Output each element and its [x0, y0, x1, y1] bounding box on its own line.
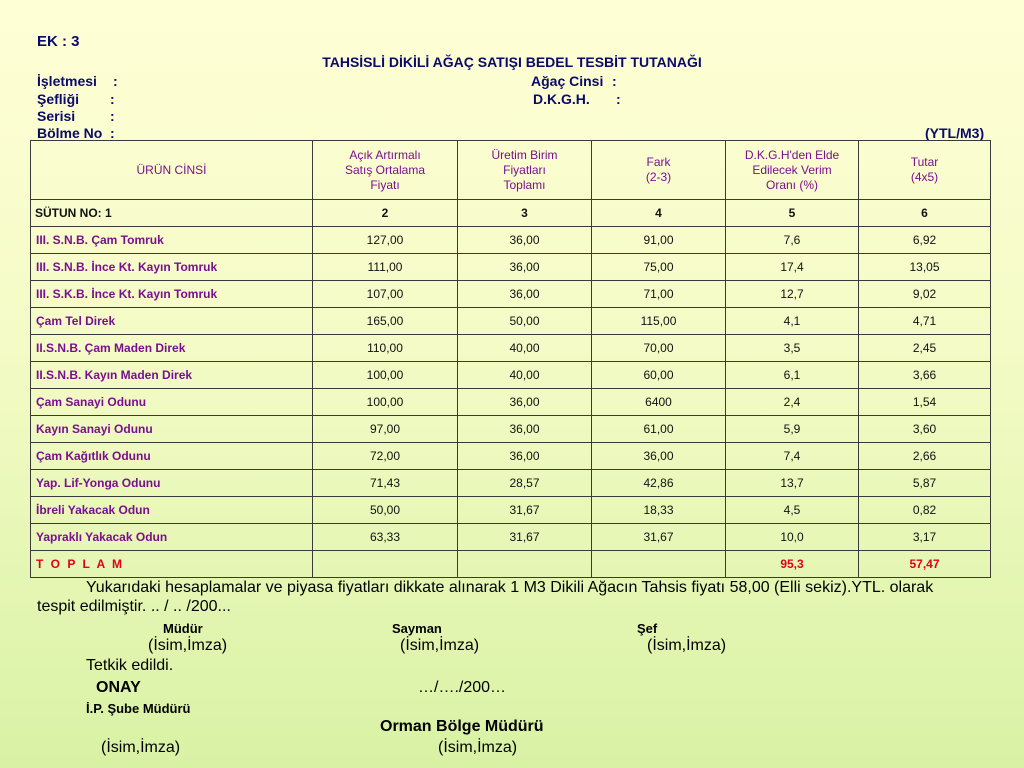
table-cell: 50,00 [458, 308, 592, 335]
conclusion-paragraph-line1: Yukarıdaki hesaplamalar ve piyasa fiyatları dikkate alınarak 1 M3 Dikili Ağacın Tahsis fiyatı 58,00 (Elli sekiz).YTL. olarak [86, 579, 934, 596]
signature-placeholder: (İsim,İmza) [647, 637, 727, 654]
label-isletmesi: İşletmesi [37, 73, 97, 89]
table-cell: 17,4 [726, 254, 859, 281]
table-cell: 4,71 [859, 308, 991, 335]
table-row [31, 308, 991, 335]
table-cell: 71,43 [313, 470, 458, 497]
column-header [313, 141, 458, 200]
colon: : [113, 73, 118, 89]
colon: : [110, 125, 115, 141]
regional-director-label: Orman Bölge Müdürü [380, 718, 544, 735]
table-cell: 12,7 [726, 281, 859, 308]
table-cell: SÜTUN NO: 1 [31, 200, 313, 227]
table-cell: 3 [458, 200, 592, 227]
column-header-line: Fiyatları [503, 162, 546, 177]
table-cell: Yap. Lif-Yonga Odunu [31, 470, 313, 497]
signatory-mudur: Müdür [163, 621, 203, 636]
table-cell: 63,33 [313, 524, 458, 551]
table-cell: 2,4 [726, 389, 859, 416]
table-cell: III. S.N.B. İnce Kt. Kayın Tomruk [31, 254, 313, 281]
branch-manager-label: İ.P. Şube Müdürü [86, 701, 191, 716]
table-cell: 3,17 [859, 524, 991, 551]
table-cell: 60,00 [592, 362, 726, 389]
column-number-row [31, 200, 991, 227]
table-cell [458, 551, 592, 578]
table-cell: 6 [859, 200, 991, 227]
table-cell: 75,00 [592, 254, 726, 281]
table-cell: 40,00 [458, 335, 592, 362]
table-cell: 5 [726, 200, 859, 227]
table-cell: 7,6 [726, 227, 859, 254]
table-row [31, 389, 991, 416]
table-cell: 9,02 [859, 281, 991, 308]
table-cell: 36,00 [592, 443, 726, 470]
signature-placeholder: (İsim,İmza) [400, 637, 480, 654]
column-header [31, 141, 313, 200]
signature-placeholder: (İsim,İmza) [148, 637, 228, 654]
table-cell: 4,5 [726, 497, 859, 524]
column-header-line: Tutar [910, 155, 939, 169]
annex-label: EK : 3 [37, 33, 80, 50]
table-cell: 110,00 [313, 335, 458, 362]
table-row [31, 497, 991, 524]
unit-label: (YTL/M3) [925, 125, 985, 141]
table-cell: 50,00 [313, 497, 458, 524]
table-row [31, 362, 991, 389]
total-row [31, 551, 991, 578]
table-row [31, 335, 991, 362]
table-cell: 0,82 [859, 497, 991, 524]
table-cell: 115,00 [592, 308, 726, 335]
table-cell: 3,5 [726, 335, 859, 362]
table-cell: 57,47 [859, 551, 991, 578]
table-cell: II.S.N.B. Çam Maden Direk [31, 335, 313, 362]
column-header [592, 141, 726, 200]
table-cell: 6,92 [859, 227, 991, 254]
table-row [31, 470, 991, 497]
table-cell: 13,05 [859, 254, 991, 281]
column-header-line: Fark [646, 155, 671, 169]
table-cell: 107,00 [313, 281, 458, 308]
table-cell: 100,00 [313, 389, 458, 416]
table-cell: Kayın Sanayi Odunu [31, 416, 313, 443]
table-cell: 91,00 [592, 227, 726, 254]
colon: : [110, 91, 115, 107]
table-cell: 13,7 [726, 470, 859, 497]
table-cell: III. S.N.B. Çam Tomruk [31, 227, 313, 254]
table-cell [313, 551, 458, 578]
table-cell: 36,00 [458, 389, 592, 416]
table-cell: 36,00 [458, 416, 592, 443]
signatory-sayman: Sayman [392, 621, 442, 636]
table-cell: 4 [592, 200, 726, 227]
column-header-line: Açık Artırmalı [349, 147, 421, 162]
label-bolme-no: Bölme No [37, 125, 103, 141]
table-cell: Çam Tel Direk [31, 308, 313, 335]
table-cell: 18,33 [592, 497, 726, 524]
table-cell: 3,66 [859, 362, 991, 389]
table-row [31, 443, 991, 470]
table-cell: 3,60 [859, 416, 991, 443]
table-row [31, 524, 991, 551]
price-table [30, 140, 991, 578]
signatory-sef: Şef [637, 621, 658, 636]
table-cell: II.S.N.B. Kayın Maden Direk [31, 362, 313, 389]
column-header-line: (2-3) [645, 170, 672, 184]
label-sefligi: Şefliği [37, 91, 80, 107]
column-header-line: Satış Ortalama [344, 162, 426, 177]
table-cell: 72,00 [313, 443, 458, 470]
table-cell: 111,00 [313, 254, 458, 281]
column-header-line: Fiyatı [370, 177, 400, 192]
column-header-line: D.K.G.H'den Elde [744, 147, 840, 162]
table-header-row [31, 141, 991, 200]
table-cell: 165,00 [313, 308, 458, 335]
table-cell: 6,1 [726, 362, 859, 389]
table-cell: 36,00 [458, 254, 592, 281]
column-header-line: ÜRÜN CİNSİ [136, 162, 207, 177]
table-cell: 100,00 [313, 362, 458, 389]
label-serisi: Serisi [37, 108, 76, 124]
table-cell: Yapraklı Yakacak Odun [31, 524, 313, 551]
column-header [458, 141, 592, 200]
document-title: TAHSİSLİ DİKİLİ AĞAÇ SATIŞI BEDEL TESBİT TUTANAĞI [322, 54, 702, 70]
column-header [859, 141, 991, 200]
table-row [31, 254, 991, 281]
table-cell: 97,00 [313, 416, 458, 443]
table-cell: 42,86 [592, 470, 726, 497]
column-header-line: Toplamı [503, 177, 546, 192]
table-cell: III. S.K.B. İnce Kt. Kayın Tomruk [31, 281, 313, 308]
table-cell: T O P L A M [31, 551, 313, 578]
table-cell: 5,9 [726, 416, 859, 443]
table-cell: 31,67 [458, 524, 592, 551]
table-row [31, 281, 991, 308]
table-cell: 40,00 [458, 362, 592, 389]
colon: : [612, 73, 617, 89]
table-cell: İbreli Yakacak Odun [31, 497, 313, 524]
table-cell: 5,87 [859, 470, 991, 497]
table-cell: 7,4 [726, 443, 859, 470]
reviewed-note: Tetkik edildi. [86, 657, 174, 674]
approval-date: …/…./200… [418, 679, 507, 696]
table-cell: 70,00 [592, 335, 726, 362]
column-header-line: Oranı (%) [765, 177, 818, 192]
label-dkgh: D.K.G.H. [533, 91, 590, 107]
colon: : [616, 91, 621, 107]
table-cell: 31,67 [458, 497, 592, 524]
conclusion-paragraph-line2: tespit edilmiştir. .. / .. /200... [37, 598, 231, 615]
table-cell: 2,45 [859, 335, 991, 362]
table-cell: 36,00 [458, 227, 592, 254]
signature-placeholder: (İsim,İmza) [101, 739, 181, 756]
table-cell: 1,54 [859, 389, 991, 416]
column-header-line: (4x5) [910, 170, 939, 184]
table-row [31, 416, 991, 443]
table-cell: 2 [313, 200, 458, 227]
table-cell: 4,1 [726, 308, 859, 335]
table-cell: Çam Sanayi Odunu [31, 389, 313, 416]
table-cell: 2,66 [859, 443, 991, 470]
table-cell: 10,0 [726, 524, 859, 551]
table-cell: 71,00 [592, 281, 726, 308]
table-cell: 28,57 [458, 470, 592, 497]
table-row [31, 227, 991, 254]
table-cell: 6400 [592, 389, 726, 416]
colon: : [110, 108, 115, 124]
column-header-line: Üretim Birim [491, 147, 558, 162]
table-cell: 95,3 [726, 551, 859, 578]
label-agac-cinsi: Ağaç Cinsi [531, 73, 604, 89]
table-cell: 127,00 [313, 227, 458, 254]
table-cell: 31,67 [592, 524, 726, 551]
signature-placeholder: (İsim,İmza) [438, 739, 518, 756]
table-cell [592, 551, 726, 578]
column-header [726, 141, 859, 200]
table-cell: 36,00 [458, 281, 592, 308]
table-cell: 61,00 [592, 416, 726, 443]
table-cell: 36,00 [458, 443, 592, 470]
column-header-line: Edilecek Verim [752, 162, 832, 177]
table-cell: Çam Kağıtlık Odunu [31, 443, 313, 470]
approval-label: ONAY [96, 679, 141, 696]
